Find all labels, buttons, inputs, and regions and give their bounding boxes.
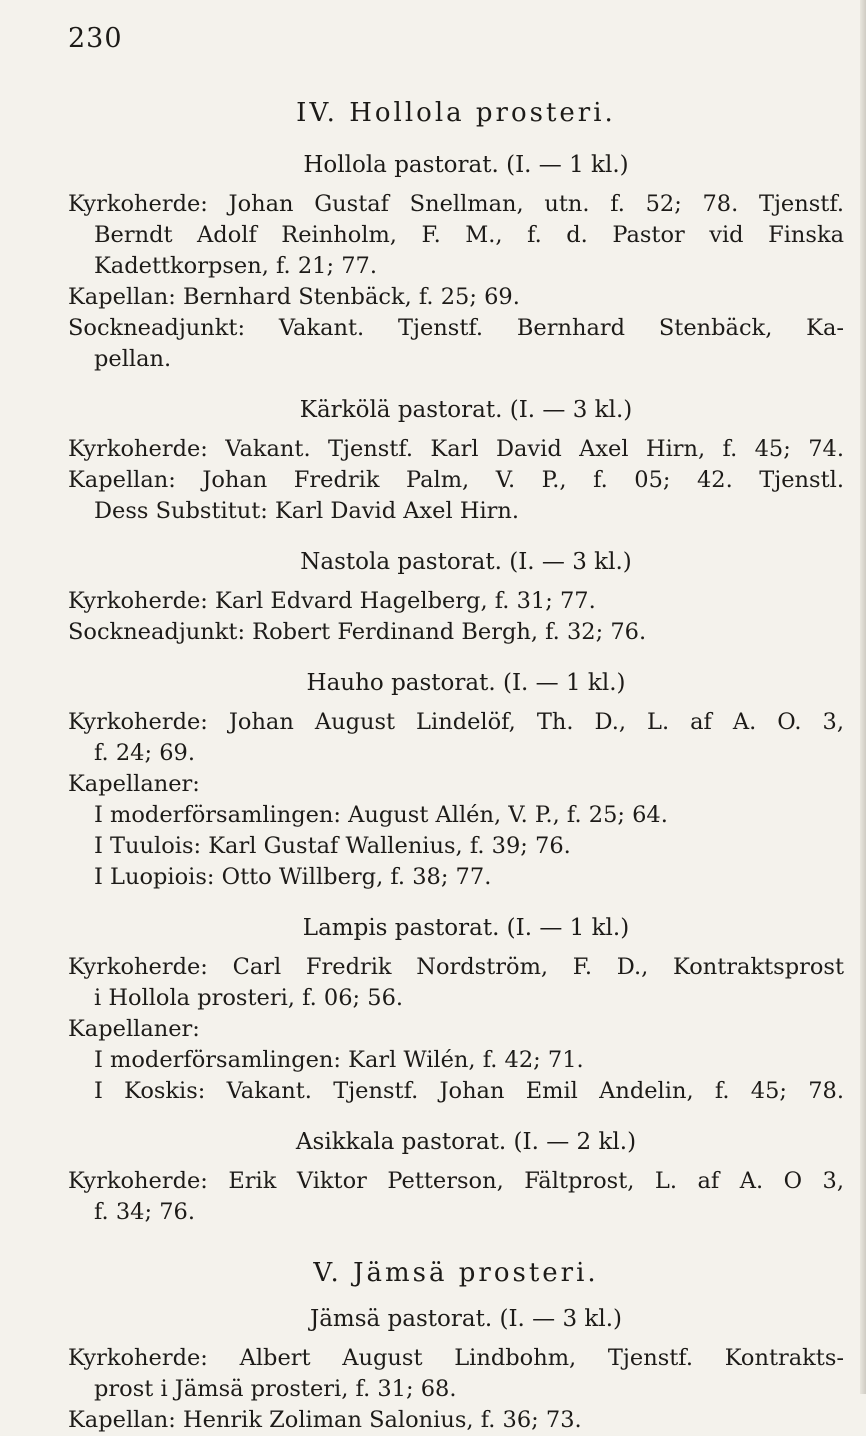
section-heading: V. Jämsä prosteri. [313, 1258, 599, 1288]
page-number: 230 [68, 23, 123, 54]
pastorat-title: Jämsä pastorat. (I. — 3 kl.) [310, 1306, 622, 1332]
text-line: Kyrkoherde: Albert August Lindbohm, Tjenstf. Kontrakts- [68, 1345, 844, 1371]
pastorat-block [68, 668, 844, 893]
page-edge [860, 0, 866, 1394]
pastorat-title: Kärkölä pastorat. (I. — 3 kl.) [299, 397, 633, 423]
pastorat-block [68, 913, 844, 1107]
text-line: I moderförsamlingen: Karl Wilén, f. 42; 71. [94, 1047, 584, 1073]
pastorat-block [68, 1304, 844, 1436]
text-line: I Koskis: Vakant. Tjenstf. Johan Emil Andelin, f. 45; 78. [94, 1078, 844, 1104]
text-line: Kyrkoherde: Johan Gustaf Snellman, utn. f. 52; 78. Tjenstf. [68, 191, 844, 217]
pastorat-title: Hollola pastorat. (I. — 1 kl.) [303, 152, 629, 178]
pastorat-title: Asikkala pastorat. (I. — 2 kl.) [295, 1129, 637, 1155]
text-line: I Luopiois: Otto Willberg, f. 38; 77. [94, 864, 492, 890]
text-line: Kadettkorpsen, f. 21; 77. [94, 253, 377, 279]
section-heading: IV. Hollola prosteri. [296, 98, 616, 128]
text-line: Kapellaner: [68, 771, 200, 797]
text-line: Kapellan: Henrik Zoliman Salonius, f. 36; 73. [68, 1407, 582, 1433]
pastorat-title: Lampis pastorat. (I. — 1 kl.) [302, 915, 630, 941]
text-line: I moderförsamlingen: August Allén, V. P., f. 25; 64. [94, 802, 668, 828]
text-line: Dess Substitut: Karl David Axel Hirn. [94, 498, 520, 524]
text-line: Berndt Adolf Reinholm, F. M., f. d. Pastor vid Finska [94, 222, 844, 248]
pastorat-block [68, 1127, 844, 1228]
text-line: Sockneadjunkt: Vakant. Tjenstf. Bernhard Stenbäck, Ka- [68, 315, 844, 341]
text-line: Kyrkoherde: Vakant. Tjenstf. Karl David Axel Hirn, f. 45; 74. [68, 436, 844, 462]
pastorat-title: Hauho pastorat. (I. — 1 kl.) [306, 670, 626, 696]
text-line: pellan. [94, 346, 172, 372]
text-line: prost i Jämsä prosteri, f. 31; 68. [94, 1376, 457, 1402]
text-line: f. 34; 76. [94, 1199, 195, 1225]
text-line: Kyrkoherde: Karl Edvard Hagelberg, f. 31; 77. [68, 588, 596, 614]
text-line: Kyrkoherde: Erik Viktor Petterson, Fältprost, L. af A. O 3, [68, 1168, 844, 1194]
pastorat-block [68, 395, 844, 527]
text-line: Sockneadjunkt: Robert Ferdinand Bergh, f. 32; 76. [68, 619, 647, 645]
text-line: i Hollola prosteri, f. 06; 56. [94, 985, 404, 1011]
text-line: Kapellan: Bernhard Stenbäck, f. 25; 69. [68, 284, 520, 310]
text-line: Kyrkoherde: Johan August Lindelöf, Th. D., L. af A. O. 3, [68, 709, 844, 735]
pastorat-block [68, 547, 844, 648]
pastorat-block [68, 150, 844, 375]
text-line: I Tuulois: Karl Gustaf Wallenius, f. 39; 76. [94, 833, 571, 859]
text-line: Kyrkoherde: Carl Fredrik Nordström, F. D., Kontraktsprost [68, 954, 844, 980]
text-line: f. 24; 69. [94, 740, 195, 766]
text-line: Kapellaner: [68, 1016, 200, 1042]
pastorat-title: Nastola pastorat. (I. — 3 kl.) [300, 549, 632, 575]
text-line: Kapellan: Johan Fredrik Palm, V. P., f. 05; 42. Tjenstl. [68, 467, 844, 493]
